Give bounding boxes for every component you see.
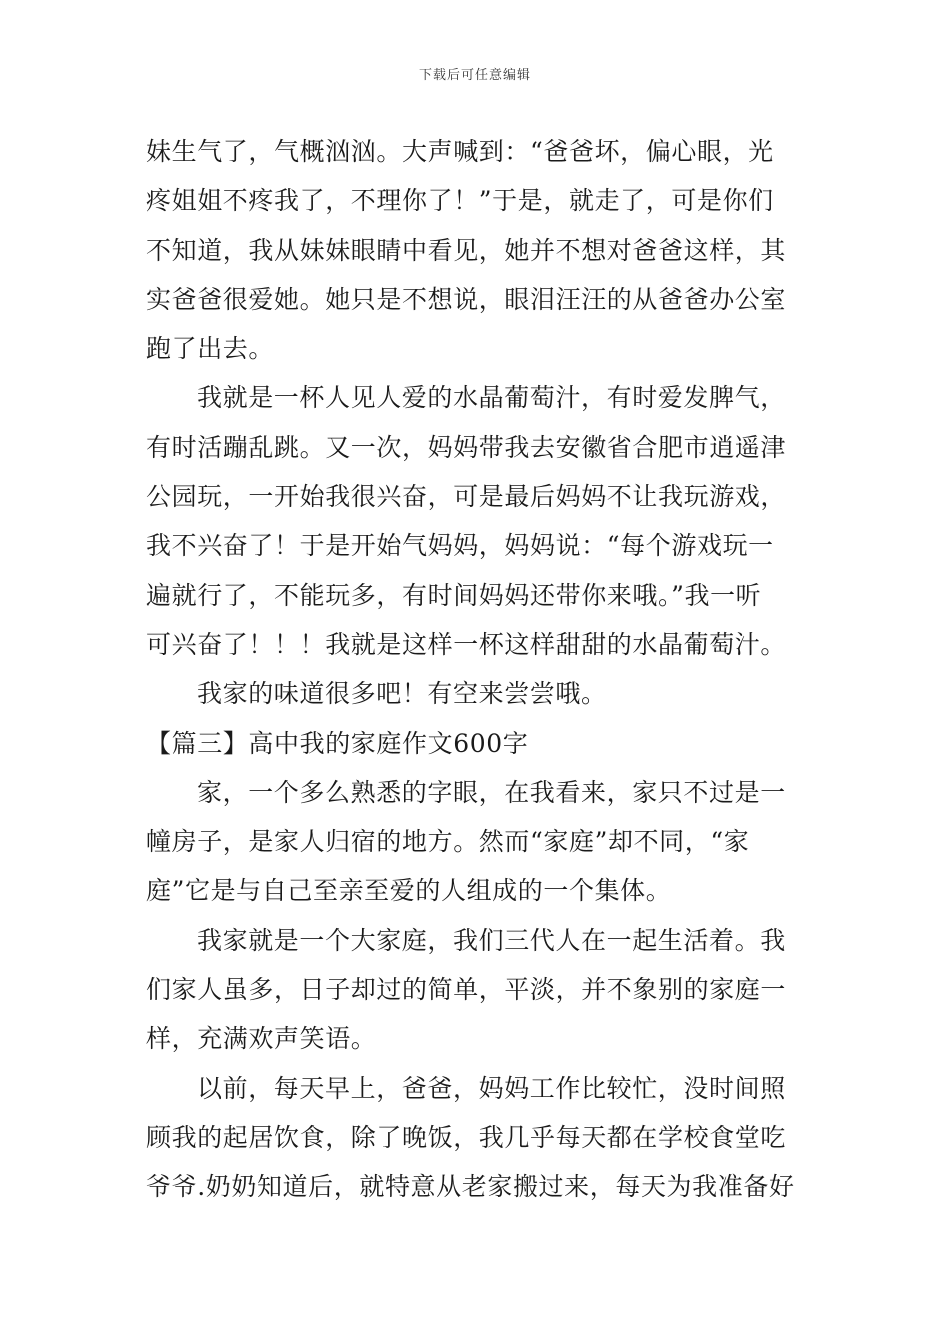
text-line: 我就是一杯人见人爱的水晶葡萄汁，有时爱发脾气， [197, 383, 786, 413]
text-line: 不知道，我从妹妹眼睛中看见，她并不想对爸爸这样，其 [146, 235, 787, 265]
text-line: 公园玩，一开始我很兴奋，可是最后妈妈不让我玩游戏， [146, 482, 787, 512]
text-line: 妹生气了，气概汹汹。大声喊到：“爸爸坏，偏心眼，光 [146, 137, 774, 166]
text-line: 疼姐姐不疼我了，不理你了！”于是，就走了，可是你们 [146, 186, 774, 216]
text-line: 幢房子，是家人归宿的地方。然而“家庭”却不同，“家 [146, 827, 750, 857]
text-line: 家，一个多么熟悉的字眼，在我看来，家只不过是一 [197, 777, 786, 807]
text-line: 们家人虽多，日子却过的简单，平淡，并不象别的家庭一 [146, 975, 787, 1005]
text-line: 我家的味道很多吧！有空来尝尝哦。 [197, 679, 607, 709]
text-line: 实爸爸很爱她。她只是不想说，眼泪汪汪的从爸爸办公室 [146, 284, 787, 314]
page-header-note: 下载后可任意编辑 [418, 68, 531, 83]
text-line: 庭”它是与自己至亲至爱的人组成的一个集体。 [146, 876, 672, 906]
text-line: 以前，每天早上，爸爸，妈妈工作比较忙，没时间照 [197, 1073, 786, 1103]
text-line: 我不兴奋了！于是开始气妈妈，妈妈说：“每个游戏玩一 [146, 531, 774, 561]
text-line: 有时活蹦乱跳。又一次，妈妈带我去安徽省合肥市逍遥津 [146, 432, 787, 462]
text-line: 跑了出去。 [146, 334, 275, 364]
document-body [146, 127, 811, 1212]
text-line: 爷爷.奶奶知道后，就特意从老家搬过来，每天为我准备好 [146, 1172, 795, 1202]
text-line: 顾我的起居饮食，除了晚饭，我几乎每天都在学校食堂吃 [146, 1122, 787, 1152]
text-line: 遍就行了，不能玩多，有时间妈妈还带你来哦。”我一听 [146, 580, 762, 610]
text-line: 可兴奋了！！！我就是这样一杯这样甜甜的水晶葡萄汁。 [146, 629, 787, 659]
section-heading: 【篇三】高中我的家庭作文600字 [146, 728, 529, 758]
text-line: 样，充满欢声笑语。 [146, 1024, 377, 1054]
text-line: 我家就是一个大家庭，我们三代人在一起生活着。我 [197, 925, 786, 955]
